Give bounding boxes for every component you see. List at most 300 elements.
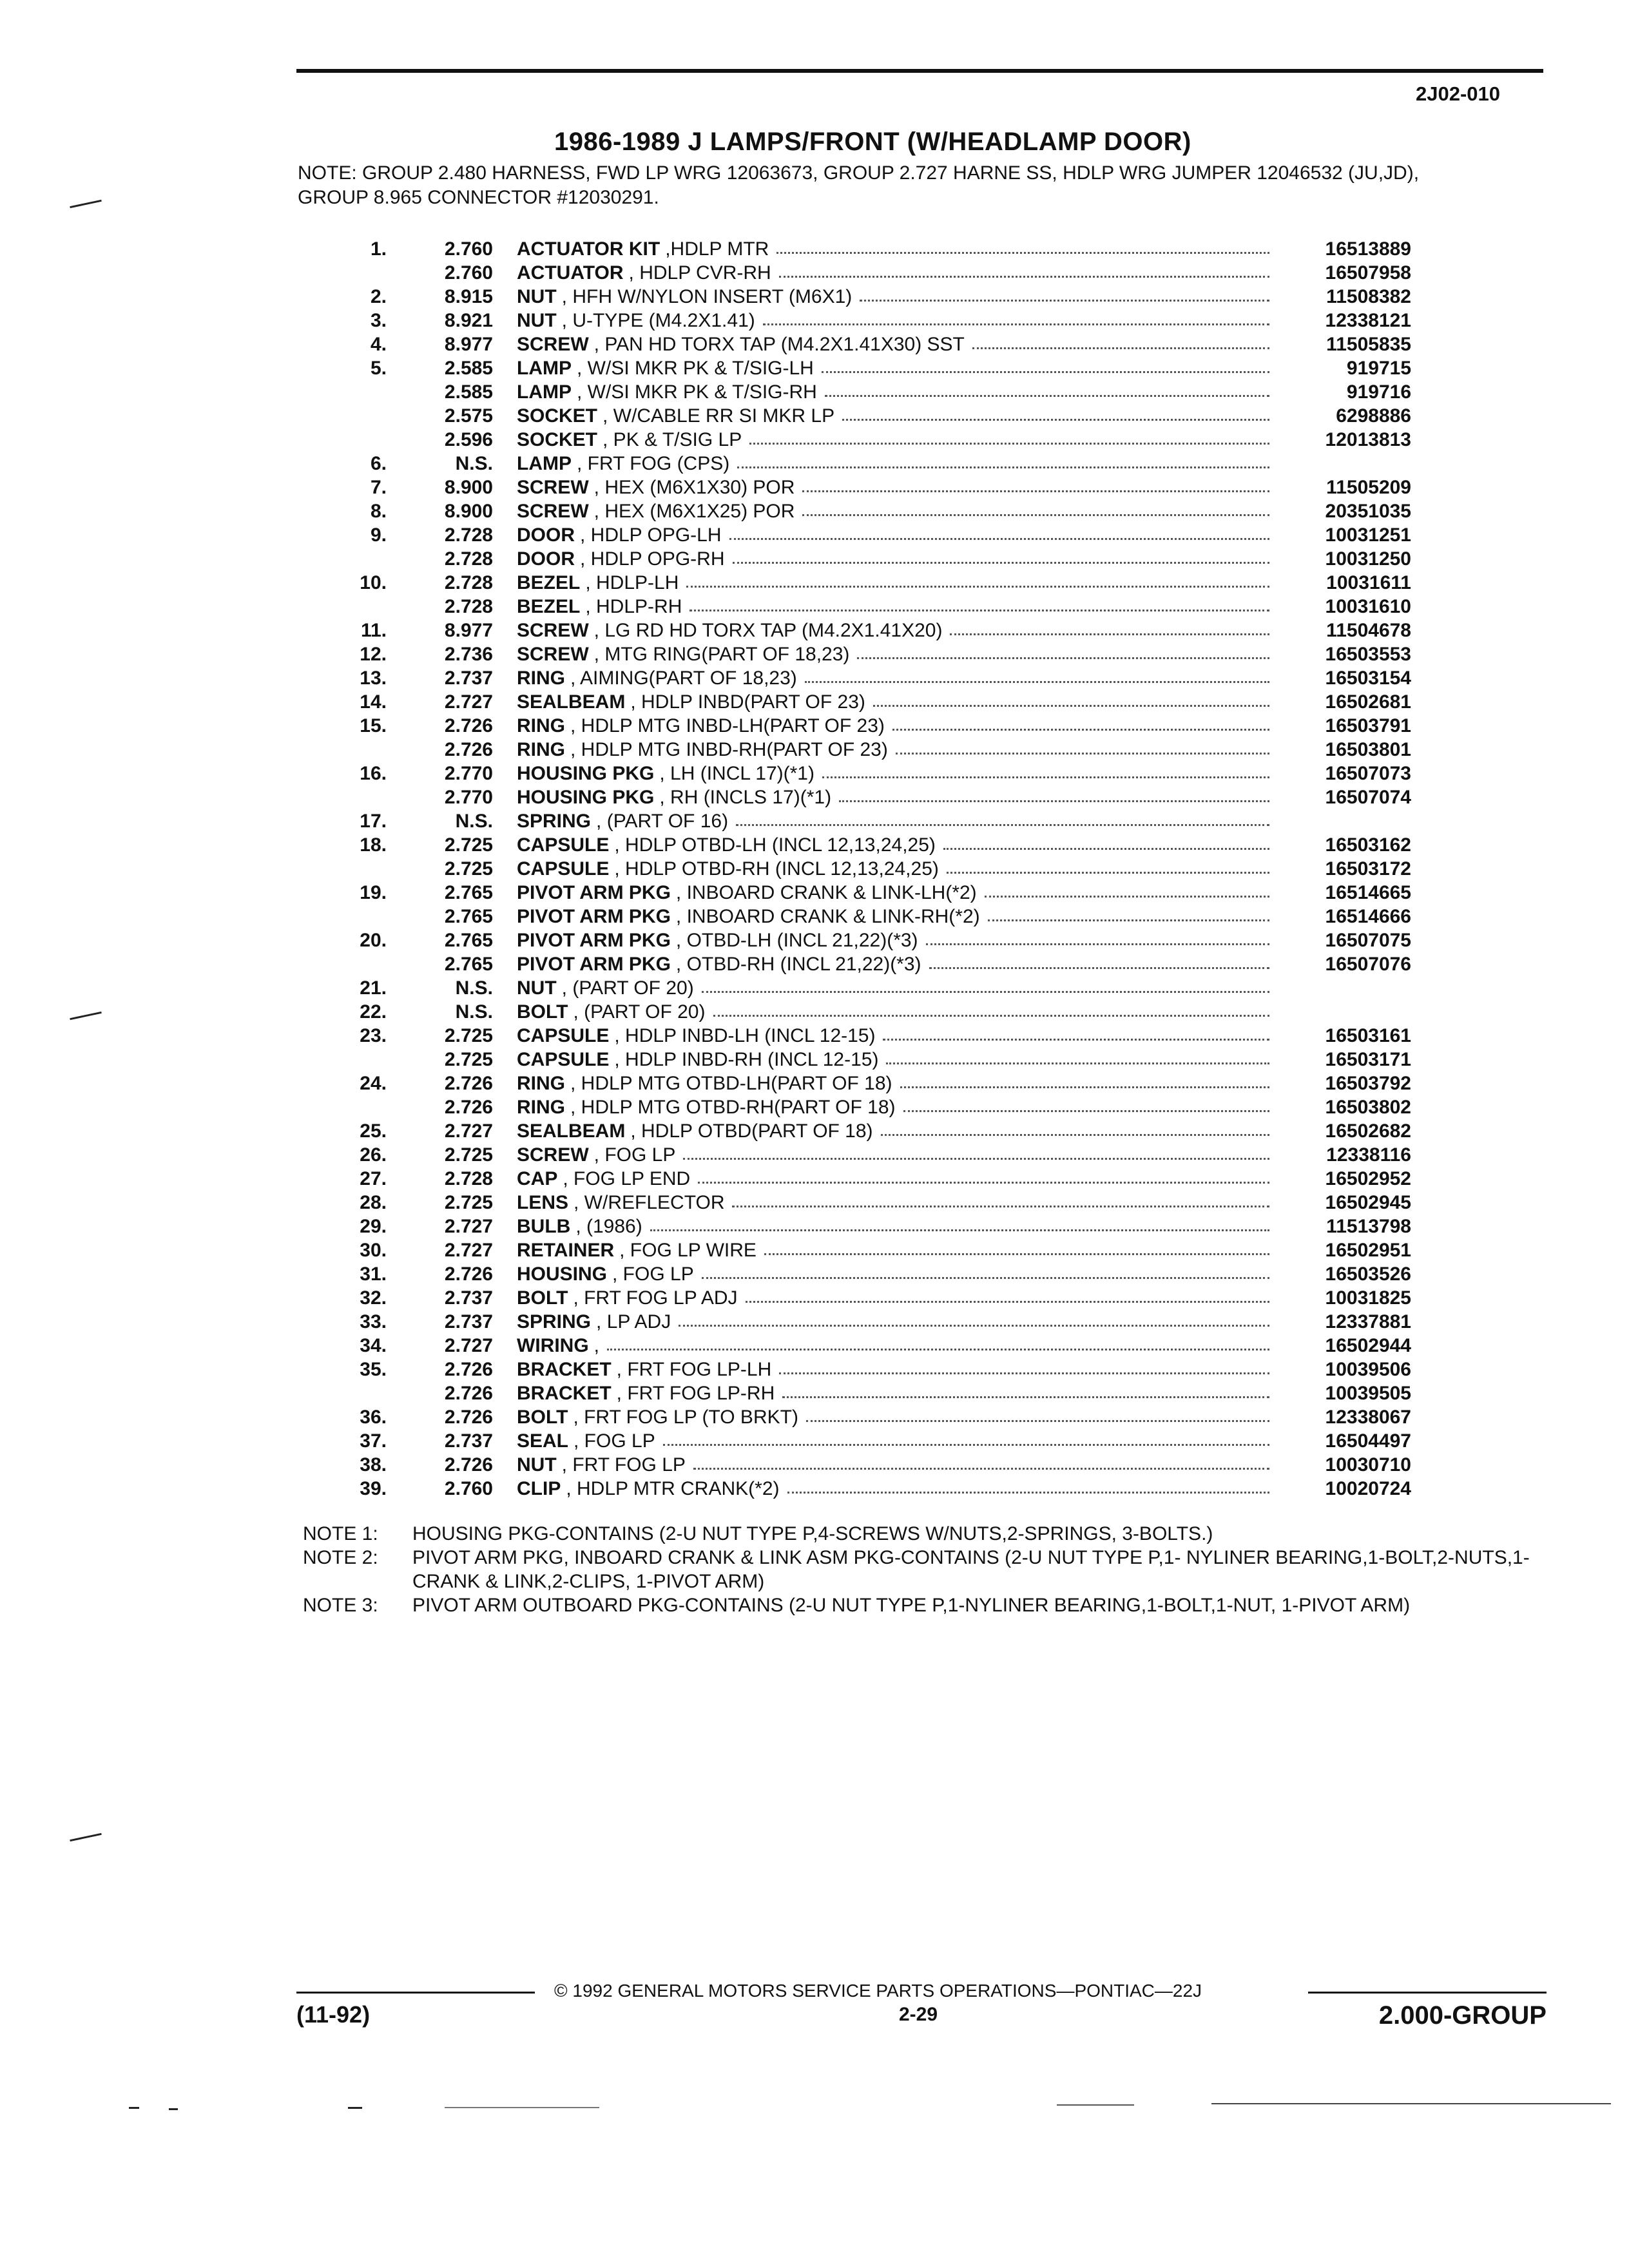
part-number: 20351035 — [1325, 501, 1411, 522]
part-row — [303, 452, 1411, 476]
part-detail: , PAN HD TORX TAP (M4.2X1.41X30) SST — [593, 334, 965, 355]
part-row — [303, 523, 1411, 547]
ref-number: 11. — [360, 620, 387, 641]
group-number: 2.726 — [444, 1454, 493, 1475]
group-number: 2.727 — [444, 691, 493, 713]
ref-number: 18. — [360, 834, 387, 856]
ref-number: 35. — [360, 1359, 387, 1380]
ref-number: 32. — [360, 1287, 387, 1309]
dot-leader — [900, 1072, 1269, 1088]
group-number: 2.727 — [444, 1216, 493, 1237]
part-number: 12338116 — [1326, 1144, 1411, 1166]
part-number: 12338067 — [1325, 1407, 1411, 1428]
footer-group: 2.000-GROUP — [1378, 2001, 1547, 2030]
part-name: DOOR — [517, 524, 575, 546]
part-row — [303, 1405, 1411, 1429]
ref-number: 26. — [360, 1144, 387, 1166]
top-rule — [296, 69, 1543, 73]
scan-mark — [445, 2107, 599, 2108]
part-detail: , HDLP CVR-RH — [628, 262, 771, 284]
group-number: 2.585 — [444, 381, 493, 403]
ref-number: 30. — [360, 1240, 387, 1261]
part-detail: , LP ADJ — [596, 1311, 671, 1332]
part-description — [517, 619, 1276, 642]
part-name: SCREW — [517, 644, 589, 665]
dot-leader — [689, 595, 1269, 611]
part-description — [517, 690, 1276, 714]
dot-leader — [881, 1119, 1269, 1136]
part-row — [303, 309, 1411, 332]
part-description — [517, 1024, 1276, 1048]
part-detail: , FOG LP — [612, 1264, 694, 1285]
part-number: 10031250 — [1325, 548, 1411, 570]
dot-leader — [686, 571, 1269, 588]
part-description — [517, 332, 1276, 356]
part-number: 16504497 — [1325, 1430, 1411, 1452]
part-number: 16507958 — [1325, 262, 1411, 284]
part-detail: , RH (INCLS 17)(*1) — [659, 787, 832, 808]
group-number: 2.765 — [444, 930, 493, 951]
part-detail: , HDLP OTBD-LH (INCL 12,13,24,25) — [614, 834, 936, 856]
part-number: 16503171 — [1325, 1049, 1411, 1070]
part-row — [303, 404, 1411, 428]
part-detail: , FOG LP END — [563, 1168, 691, 1189]
part-name: LAMP — [517, 358, 572, 379]
part-row — [303, 1310, 1411, 1334]
part-detail: , HEX (M6X1X30) POR — [593, 477, 795, 498]
dot-leader — [892, 714, 1269, 731]
note-label: NOTE 3: — [303, 1595, 378, 1616]
scan-mark — [70, 200, 102, 208]
group-number: 2.726 — [444, 1407, 493, 1428]
part-detail: , — [593, 1335, 599, 1356]
dot-leader — [802, 499, 1269, 516]
part-row — [303, 857, 1411, 881]
part-detail: , HDLP MTR CRANK(*2) — [566, 1478, 780, 1499]
part-number: 16503792 — [1325, 1073, 1411, 1094]
part-description — [517, 237, 1276, 261]
part-name: RING — [517, 715, 565, 736]
ref-number: 36. — [360, 1407, 387, 1428]
dot-leader — [857, 642, 1269, 659]
part-detail: , LH (INCL 17)(*1) — [659, 763, 815, 784]
part-description — [517, 1143, 1276, 1167]
group-number: 2.575 — [444, 405, 493, 427]
part-detail: , W/SI MKR PK & T/SIG-LH — [577, 358, 814, 379]
part-row — [303, 738, 1411, 762]
part-detail: , (PART OF 20) — [573, 1001, 706, 1023]
dot-leader — [729, 523, 1269, 540]
note-text: PIVOT ARM PKG, INBOARD CRANK & LINK ASM PKG-CONTAINS (2-U NUT TYPE P,1- NYLINER BEARING,1-BOLT,2-NUTS,1-CRANK & LINK,2-CLIPS, 1-PIVOT ARM) — [412, 1547, 1530, 1592]
group-number: 2.737 — [444, 1430, 493, 1452]
note-label: NOTE 2: — [303, 1547, 378, 1568]
group-number: 8.977 — [444, 334, 493, 355]
part-number: 10031611 — [1326, 572, 1411, 593]
page-code: 2J02-010 — [1415, 82, 1500, 105]
part-name: ACTUATOR — [517, 262, 624, 284]
part-name: CAPSULE — [517, 1025, 610, 1046]
part-detail: , HDLP MTG OTBD-RH(PART OF 18) — [570, 1097, 896, 1118]
group-number: 2.737 — [444, 1311, 493, 1332]
part-description — [517, 1072, 1276, 1095]
part-name: CLIP — [517, 1478, 561, 1499]
ref-number: 27. — [360, 1168, 387, 1189]
dot-leader — [736, 809, 1269, 826]
part-detail: , (PART OF 16) — [596, 811, 729, 832]
group-number: 2.770 — [444, 763, 493, 784]
part-description — [517, 1405, 1276, 1429]
part-name: HOUSING — [517, 1264, 608, 1285]
dot-leader — [873, 690, 1269, 707]
dot-leader — [749, 428, 1269, 445]
part-detail: , FOG LP WIRE — [619, 1240, 757, 1261]
group-number: N.S. — [455, 453, 493, 474]
part-detail: , HDLP-LH — [585, 572, 679, 593]
part-name: LAMP — [517, 381, 572, 403]
part-name: BOLT — [517, 1001, 568, 1023]
dot-leader — [839, 785, 1269, 802]
ref-number: 8. — [370, 501, 387, 522]
dot-leader — [764, 1238, 1269, 1255]
part-detail: , PK & T/SIG LP — [602, 429, 742, 450]
part-detail: , HDLP INBD-RH (INCL 12-15) — [614, 1049, 879, 1070]
group-number: 2.727 — [444, 1120, 493, 1142]
part-row — [303, 261, 1411, 285]
part-name: RING — [517, 1073, 565, 1094]
note-line — [303, 1593, 1547, 1617]
scan-mark — [70, 1833, 102, 1841]
part-row — [303, 952, 1411, 976]
dot-leader — [883, 1024, 1269, 1041]
group-number: 2.726 — [444, 739, 493, 760]
part-row — [303, 428, 1411, 452]
group-number: 2.727 — [444, 1335, 493, 1356]
part-number: 10031251 — [1325, 524, 1411, 546]
part-detail: , (PART OF 20) — [561, 977, 694, 999]
part-row — [303, 1215, 1411, 1238]
dot-leader — [776, 237, 1269, 254]
dot-leader — [779, 1358, 1269, 1374]
part-name: BULB — [517, 1216, 571, 1237]
part-number: 16503161 — [1325, 1025, 1411, 1046]
part-number: 16503172 — [1325, 858, 1411, 879]
part-detail: , FRT FOG LP-LH — [616, 1359, 772, 1380]
part-detail: , MTG RING(PART OF 18,23) — [593, 644, 850, 665]
dot-leader — [607, 1334, 1269, 1350]
part-row — [303, 571, 1411, 595]
part-detail: , HDLP MTG INBD-RH(PART OF 23) — [570, 739, 888, 760]
part-detail: , LG RD HD TORX TAP (M4.2X1.41X20) — [593, 620, 943, 641]
group-number: 2.765 — [444, 906, 493, 927]
dot-leader — [947, 857, 1269, 874]
part-description — [517, 1381, 1276, 1405]
group-number: 8.915 — [444, 286, 493, 307]
part-detail: , HEX (M6X1X25) POR — [593, 501, 795, 522]
part-detail: , W/SI MKR PK & T/SIG-RH — [577, 381, 817, 403]
ref-number: 3. — [370, 310, 387, 331]
group-number: 2.737 — [444, 1287, 493, 1309]
part-description — [517, 714, 1276, 738]
part-name: LAMP — [517, 453, 572, 474]
group-number: 8.921 — [444, 310, 493, 331]
part-description — [517, 1358, 1276, 1381]
part-number: 16502952 — [1325, 1168, 1411, 1189]
dot-leader — [822, 356, 1269, 373]
dot-leader — [903, 1095, 1269, 1112]
group-number: 8.900 — [444, 501, 493, 522]
part-number: 11513798 — [1326, 1216, 1411, 1237]
part-name: NUT — [517, 977, 557, 999]
ref-number: 1. — [370, 238, 387, 260]
dot-leader — [886, 1048, 1269, 1064]
part-description — [517, 428, 1276, 452]
part-description — [517, 1334, 1276, 1358]
part-detail: , FRT FOG (CPS) — [577, 453, 730, 474]
part-row — [303, 1334, 1411, 1358]
scan-mark — [129, 2107, 139, 2109]
ref-number: 28. — [360, 1192, 387, 1213]
part-detail: , OTBD-LH (INCL 21,22)(*3) — [675, 930, 918, 951]
part-name: CAPSULE — [517, 858, 610, 879]
part-name: RETAINER — [517, 1240, 615, 1261]
part-number: 16503162 — [1325, 834, 1411, 856]
dot-leader — [698, 1167, 1269, 1184]
part-row — [303, 1262, 1411, 1286]
ref-number: 29. — [360, 1216, 387, 1237]
group-number: 2.727 — [444, 1240, 493, 1261]
ref-number: 6. — [370, 453, 387, 474]
ref-number: 39. — [360, 1478, 387, 1499]
part-detail: , FRT FOG LP-RH — [616, 1383, 775, 1404]
part-number: 16507073 — [1325, 763, 1411, 784]
group-number: 2.765 — [444, 882, 493, 903]
part-description — [517, 523, 1276, 547]
part-description — [517, 595, 1276, 619]
scan-mark — [169, 2108, 178, 2110]
part-description — [517, 1477, 1276, 1501]
part-number: 16507075 — [1325, 930, 1411, 951]
part-row — [303, 1477, 1411, 1501]
group-number: 2.728 — [444, 1168, 493, 1189]
dot-leader — [737, 452, 1269, 468]
part-name: CAPSULE — [517, 834, 610, 856]
part-row — [303, 905, 1411, 928]
part-detail: , HDLP INBD(PART OF 23) — [630, 691, 865, 713]
part-row — [303, 881, 1411, 905]
part-number: 16503526 — [1325, 1264, 1411, 1285]
ref-number: 19. — [360, 882, 387, 903]
group-number: 8.900 — [444, 477, 493, 498]
part-name: RING — [517, 668, 565, 689]
group-number: 8.977 — [444, 620, 493, 641]
part-description — [517, 1286, 1276, 1310]
part-description — [517, 1119, 1276, 1143]
part-description — [517, 404, 1276, 428]
ref-number: 21. — [360, 977, 387, 999]
part-detail: , W/REFLECTOR — [574, 1192, 725, 1213]
dot-leader — [943, 833, 1269, 850]
group-number: 2.726 — [444, 1383, 493, 1404]
part-detail: ,HDLP MTR — [665, 238, 769, 260]
part-name: NUT — [517, 1454, 557, 1475]
dot-leader — [650, 1215, 1269, 1231]
part-description — [517, 1191, 1276, 1215]
dot-leader — [988, 905, 1269, 921]
group-number: 2.728 — [444, 596, 493, 617]
part-number: 16503791 — [1325, 715, 1411, 736]
part-row — [303, 1286, 1411, 1310]
part-description — [517, 666, 1276, 690]
part-description — [517, 952, 1276, 976]
part-row — [303, 1381, 1411, 1405]
dot-leader — [732, 1191, 1269, 1207]
ref-number: 9. — [370, 524, 387, 546]
group-number: 2.770 — [444, 787, 493, 808]
part-detail: , HDLP OTBD(PART OF 18) — [630, 1120, 873, 1142]
part-row — [303, 1143, 1411, 1167]
part-number: 16503802 — [1325, 1097, 1411, 1118]
footer-date: (11-92) — [296, 2001, 371, 2028]
part-name: RING — [517, 1097, 565, 1118]
dot-leader — [779, 261, 1269, 278]
group-number: 2.765 — [444, 954, 493, 975]
part-detail: , FRT FOG LP (TO BRKT) — [573, 1407, 798, 1428]
part-row — [303, 809, 1411, 833]
dot-leader — [787, 1477, 1269, 1494]
part-number: 16502951 — [1325, 1240, 1411, 1261]
part-name: DOOR — [517, 548, 575, 570]
ref-number: 37. — [360, 1430, 387, 1452]
part-number: 16502944 — [1325, 1335, 1411, 1356]
part-name: BEZEL — [517, 572, 581, 593]
dot-leader — [842, 404, 1269, 421]
footer-rule-right — [1308, 1992, 1547, 1994]
scan-mark — [70, 1012, 102, 1020]
group-number: 2.726 — [444, 1097, 493, 1118]
part-description — [517, 809, 1276, 833]
ref-number: 38. — [360, 1454, 387, 1475]
part-number: 10031610 — [1325, 596, 1411, 617]
group-number: 2.726 — [444, 1264, 493, 1285]
group-number: 2.725 — [444, 834, 493, 856]
part-number: 919716 — [1346, 381, 1411, 403]
part-name: CAPSULE — [517, 1049, 610, 1070]
part-description — [517, 1215, 1276, 1238]
dot-leader — [679, 1310, 1269, 1327]
part-detail: , OTBD-RH (INCL 21,22)(*3) — [675, 954, 921, 975]
part-name: SEAL — [517, 1430, 569, 1452]
part-row — [303, 1000, 1411, 1024]
part-row — [303, 1358, 1411, 1381]
group-number: N.S. — [455, 977, 493, 999]
part-row — [303, 762, 1411, 785]
part-number: 10039506 — [1325, 1359, 1411, 1380]
footer-copyright: © 1992 GENERAL MOTORS SERVICE PARTS OPERATIONS—PONTIAC—22J — [554, 1981, 1202, 2001]
group-number: 2.726 — [444, 1073, 493, 1094]
group-number: 2.725 — [444, 858, 493, 879]
part-row — [303, 666, 1411, 690]
part-detail: , HFH W/NYLON INSERT (M6X1) — [561, 286, 853, 307]
note-text: PIVOT ARM OUTBOARD PKG-CONTAINS (2-U NUT TYPE P,1-NYLINER BEARING,1-BOLT,1-NUT, 1-PIVOT ARM) — [412, 1595, 1411, 1616]
part-row — [303, 785, 1411, 809]
part-name: RING — [517, 739, 565, 760]
ref-number: 12. — [360, 644, 387, 665]
part-description — [517, 452, 1276, 476]
part-name: SCREW — [517, 620, 589, 641]
part-name: BEZEL — [517, 596, 581, 617]
part-number: 11504678 — [1326, 620, 1411, 641]
dot-leader — [702, 976, 1269, 993]
part-name: BOLT — [517, 1287, 568, 1309]
part-description — [517, 1000, 1276, 1024]
footer-rule-left — [296, 1992, 535, 1994]
ref-number: 25. — [360, 1120, 387, 1142]
part-number: 16502681 — [1325, 691, 1411, 713]
group-number: 2.737 — [444, 668, 493, 689]
part-name: PIVOT ARM PKG — [517, 930, 671, 951]
part-description — [517, 857, 1276, 881]
part-name: NUT — [517, 286, 557, 307]
part-number: 11505209 — [1326, 477, 1411, 498]
part-number: 16514665 — [1325, 882, 1411, 903]
part-row — [303, 619, 1411, 642]
dot-leader — [806, 1405, 1269, 1422]
part-row — [303, 547, 1411, 571]
group-number: 2.728 — [444, 548, 493, 570]
part-row — [303, 833, 1411, 857]
part-row — [303, 642, 1411, 666]
part-name: NUT — [517, 310, 557, 331]
dot-leader — [693, 1453, 1269, 1470]
dot-leader — [825, 380, 1269, 397]
part-description — [517, 1262, 1276, 1286]
group-number: 2.726 — [444, 715, 493, 736]
ref-number: 34. — [360, 1335, 387, 1356]
part-number: 16502682 — [1325, 1120, 1411, 1142]
ref-number: 24. — [360, 1073, 387, 1094]
part-row — [303, 1095, 1411, 1119]
ref-number: 22. — [360, 1001, 387, 1023]
group-number: 2.760 — [444, 238, 493, 260]
part-detail: , HDLP MTG OTBD-LH(PART OF 18) — [570, 1073, 892, 1094]
part-description — [517, 380, 1276, 404]
dot-leader — [929, 952, 1269, 969]
part-row — [303, 499, 1411, 523]
note-line — [303, 1522, 1547, 1546]
part-description — [517, 476, 1276, 499]
part-row — [303, 928, 1411, 952]
part-name: SCREW — [517, 1144, 589, 1166]
group-number: 2.728 — [444, 524, 493, 546]
group-number: 2.728 — [444, 572, 493, 593]
part-number: 10031825 — [1325, 1287, 1411, 1309]
note-label: NOTE 1: — [303, 1523, 378, 1544]
dot-leader — [805, 666, 1269, 683]
scan-mark — [1057, 2104, 1134, 2106]
group-number: 2.725 — [444, 1192, 493, 1213]
dot-leader — [860, 285, 1269, 302]
part-number: 16507076 — [1325, 954, 1411, 975]
part-number: 11505835 — [1326, 334, 1411, 355]
part-number: 16507074 — [1325, 787, 1411, 808]
dot-leader — [733, 547, 1270, 564]
dot-leader — [683, 1143, 1269, 1160]
part-description — [517, 261, 1276, 285]
part-detail: , HDLP-RH — [585, 596, 682, 617]
part-detail: , FOG LP — [574, 1430, 655, 1452]
dot-leader — [950, 619, 1269, 635]
part-detail: , W/CABLE RR SI MKR LP — [602, 405, 835, 427]
